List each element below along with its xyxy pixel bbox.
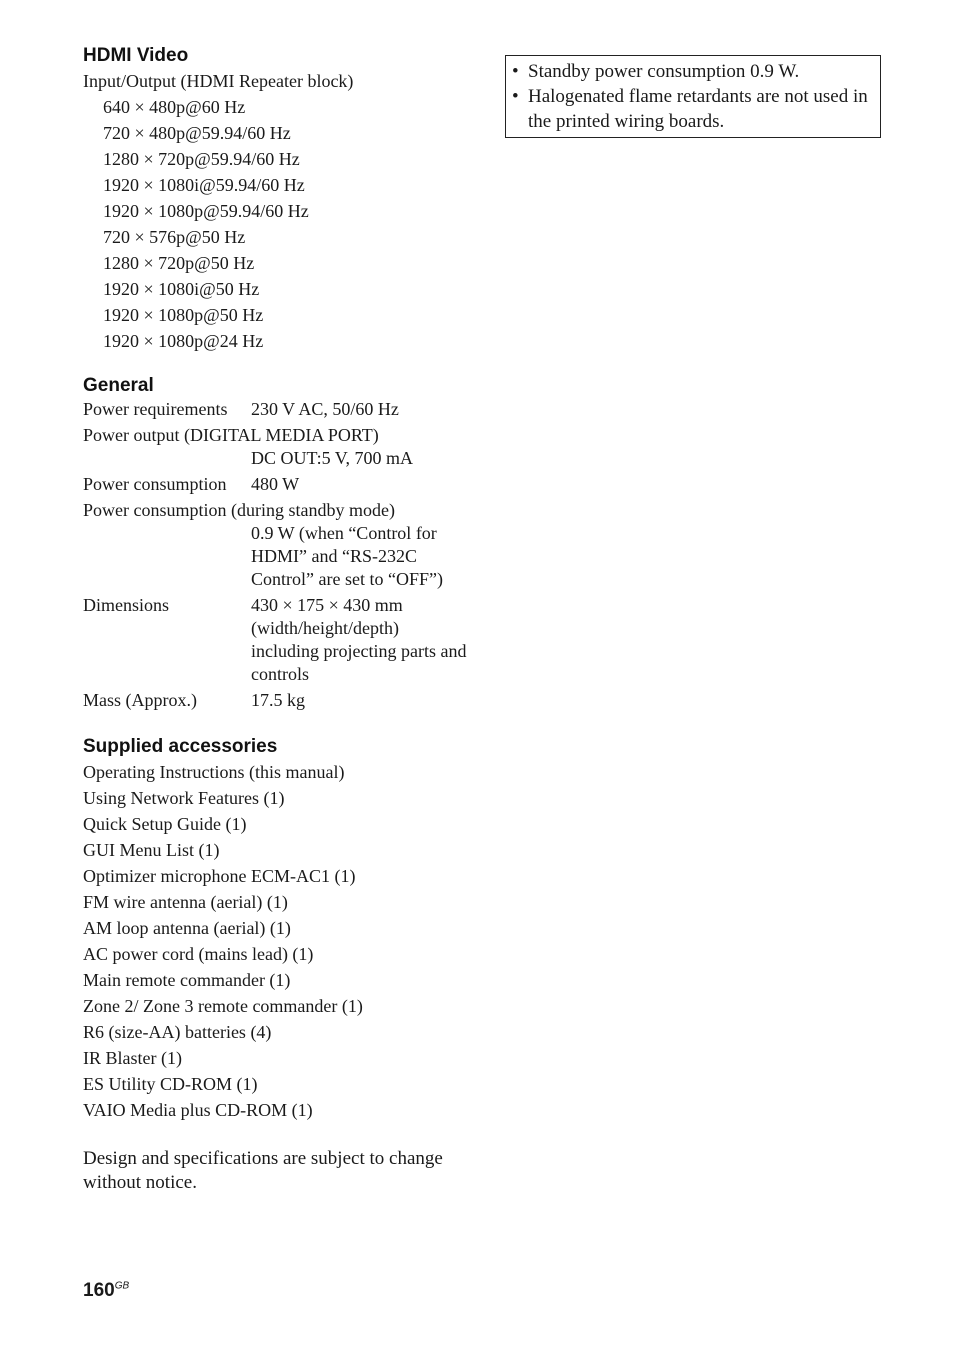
accessory-item: GUI Menu List (1) (83, 840, 220, 860)
eco-info-box (505, 55, 881, 138)
eco-bullet-text: Halogenated flame retardants are not used in the printed wiring boards. (528, 86, 868, 132)
eco-bullet (512, 59, 872, 84)
hdmi-format: 1920 × 1080i@50 Hz (103, 279, 260, 299)
spec-label: Power consumption (during standby mode) (83, 500, 395, 520)
eco-bullet (512, 84, 872, 134)
spec-value: 430 × 175 × 430 mm (width/height/depth) including projecting parts and controls (251, 595, 467, 684)
left-column (83, 44, 483, 1195)
accessory-item: IR Blaster (1) (83, 1048, 182, 1068)
general-heading: General (83, 375, 154, 396)
spec-label: Dimensions (83, 595, 170, 615)
hdmi-format: 1280 × 720p@59.94/60 Hz (103, 149, 300, 169)
hdmi-format: 720 × 576p@50 Hz (103, 227, 246, 247)
bullet-dot-icon: • (512, 61, 519, 82)
general-specs (83, 398, 483, 715)
accessory-item: FM wire antenna (aerial) (1) (83, 892, 288, 912)
accessory-item: Quick Setup Guide (1) (83, 814, 247, 834)
hdmi-format: 720 × 480p@59.94/60 Hz (103, 123, 291, 143)
hdmi-format: 1920 × 1080p@50 Hz (103, 305, 264, 325)
spec-label: Power consumption (83, 474, 227, 494)
accessory-item: ES Utility CD-ROM (1) (83, 1074, 258, 1094)
hdmi-format: 1920 × 1080i@59.94/60 Hz (103, 175, 305, 195)
accessory-item: R6 (size-AA) batteries (4) (83, 1022, 272, 1042)
spec-value: 480 W (251, 474, 300, 494)
accessory-item: Using Network Features (1) (83, 788, 285, 808)
hdmi-format-list (83, 94, 483, 354)
spec-value: 0.9 W (when “Control for HDMI” and “RS-232C Control” are set to “OFF”) (251, 523, 443, 589)
spec-label: Power requirements (83, 399, 228, 419)
eco-bullet-text: Standby power consumption 0.9 W. (528, 61, 800, 82)
accessory-item: VAIO Media plus CD-ROM (1) (83, 1100, 313, 1120)
spec-value: DC OUT:5 V, 700 mA (251, 448, 413, 468)
accessory-item: Optimizer microphone ECM-AC1 (1) (83, 866, 356, 886)
accessory-item: AC power cord (mains lead) (1) (83, 944, 314, 964)
bullet-dot-icon: • (512, 86, 519, 107)
page-number-suffix: GB (114, 1280, 130, 1292)
page-number (83, 1280, 129, 1302)
accessory-item: Main remote commander (1) (83, 970, 291, 990)
accessory-item: Zone 2/ Zone 3 remote commander (1) (83, 996, 363, 1016)
hdmi-format: 640 × 480p@60 Hz (103, 97, 246, 117)
hdmi-format: 1920 × 1080p@59.94/60 Hz (103, 201, 309, 221)
hdmi-format: 1280 × 720p@50 Hz (103, 253, 255, 273)
hdmi-video-heading: HDMI Video (83, 45, 189, 66)
hdmi-format: 1920 × 1080p@24 Hz (103, 331, 264, 351)
page-number-value: 160 (83, 1280, 115, 1301)
accessories-heading: Supplied accessories (83, 736, 278, 757)
hdmi-video-intro: Input/Output (HDMI Repeater block) (83, 71, 354, 91)
spec-label: Power output (DIGITAL MEDIA PORT) (83, 425, 379, 445)
spec-value: 17.5 kg (251, 690, 305, 710)
spec-value: 230 V AC, 50/60 Hz (251, 399, 399, 419)
spec-label: Mass (Approx.) (83, 690, 197, 710)
accessory-list (83, 759, 483, 1123)
accessory-item: AM loop antenna (aerial) (1) (83, 918, 291, 938)
accessory-item: Operating Instructions (this manual) (83, 762, 345, 782)
specification-notice: Design and specifications are subject to change without notice. (83, 1148, 443, 1193)
